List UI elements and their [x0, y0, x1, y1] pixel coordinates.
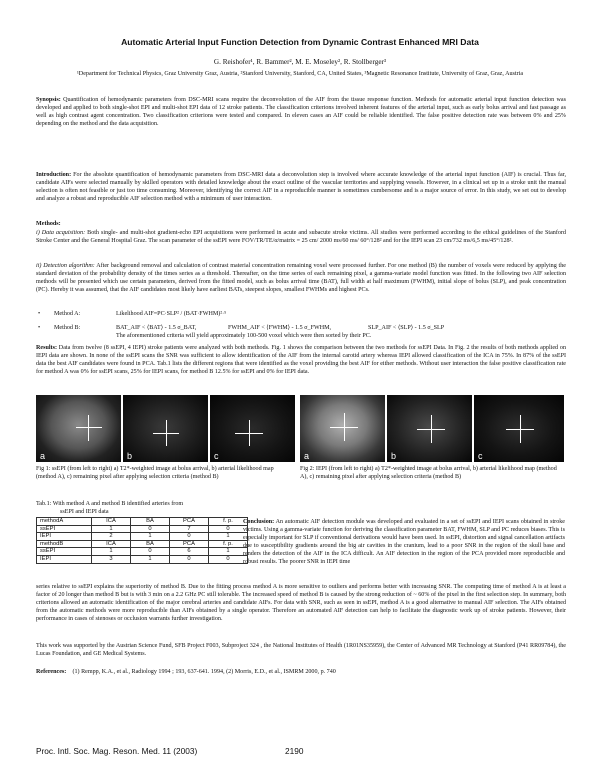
- conclusion-continued: series relative to ssEPI explains the superiority of method B. Due to the fitting process method A is more sensitive to outliers and performs better with increasing SNR. The computing time of method A is at least a factor of 20 longer than method B but is with 3 min on a 2.2 GHz PC still tolerable. The increased speed of method B is caused by the strong reduction of ~ 60% of the pixel in the first selection step. In summary, both criterions allowed an automatic identification of the major cerebral arteries and candidate AIFs. For data with SNR, such as seen in ssEPI, method A is a good alternative to manual AIF selection. The AIFs obtained from the automatic methods were more reproducible than AIFs obtained by a single operator. Therefore an automated AIF detection can help to facilitate the diagnostic work up of stroke patients. However, their performance in cases of stenoses or occlusion warrants further investigation.: [36, 584, 566, 623]
- introduction-paragraph: [36, 171, 566, 203]
- table-cell: 2: [92, 533, 131, 541]
- method-b-note: The aforementioned criteria will yield approximately 100-500 voxel which were then sorted by their PC.: [116, 333, 372, 339]
- results-text: Data from twelve (8 ssEPI, 4 IEPI) stroke patients were analyzed with both methods. Fig. 1 shows the comparison between the two methods for ssEPI Data. In Fig. 2 the results of both methods applied on IEPI data are shown. In none of the ssEPI scans the SNR was sufficient to allow identification of the AIF from the internal carotid artery whereas IEPI allowed classification of the ICA in 75%. In 87% of the ssEPI data the best AIF candidates were found in PCA. Tab.1 lists the different regions that were identified as the voxel providing the best AIF for either methods. Without user interaction the false positive classification rate for method A was 0% for ssEPI scans, 25% for IEPI scans, for method B 12.5% for ssEPI and 0% for IEPI data.: [36, 345, 566, 376]
- table-cell: methodB: [37, 540, 92, 548]
- table-cell: 0: [209, 525, 248, 533]
- table-cell: IEPI: [37, 533, 92, 541]
- table-row: [37, 518, 248, 526]
- table-cell: methodA: [37, 518, 92, 526]
- fig2-tag-c: c: [478, 451, 483, 461]
- table-cell: 0: [131, 548, 170, 556]
- conclusion-paragraph: [243, 518, 565, 567]
- journal-footer: Proc. Intl. Soc. Mag. Reson. Med. 11 (2003): [36, 746, 198, 756]
- table-cell: f. p.: [209, 518, 248, 526]
- table-cell: 0: [131, 525, 170, 533]
- method-b-label: Method B:: [54, 325, 81, 331]
- conclusion-text-side: An automatic AIF detection module was developed and evaluated in a set of ssEPI and IEPI scans obtained in stroke victims. Using a gamma-variate function for deriving the classification parameter BAT, FWHM, SLP and PC reduces biases. This is especially important for SLP if conventional derivations would have been used. In ssEPI, distortion and signal cancellation artifacts due to susceptibility gradients around the big air cavities in the cranium, lead to a poor SNR in the region of the skull base and renders the detection of the AIF in the ICA difficult. An AIF detection in the region of the PCA provided more reproducible and robust results. The poorer SNR in IEPI time: [243, 519, 565, 566]
- table-cell: 1: [131, 533, 170, 541]
- references-label: References:: [36, 669, 67, 675]
- method-a-label: Method A:: [54, 311, 81, 317]
- affiliations: ¹Department for Technical Physics, Graz University Graz, Austria, ²Stanford University, Stanford, CA, United States, ³Magnetic Resonance Institute, University of Graz, Graz, Austria: [76, 71, 524, 77]
- table-row: [37, 555, 248, 563]
- methods-heading: [36, 220, 566, 228]
- table-row: [37, 533, 248, 541]
- method-b-criterion-bat: BAT_AIF < ⟨BAT⟩ - 1.5 σ_BAT,: [116, 325, 197, 331]
- data-acquisition-label: i) Data acquisition:: [36, 230, 86, 236]
- table-cell: 6: [170, 548, 209, 556]
- fig2-image-b: [387, 395, 472, 462]
- synopsis-label: Synopsis:: [36, 97, 61, 103]
- table-cell: 1: [209, 533, 248, 541]
- method-b-bullet: •: [38, 325, 41, 331]
- fig1-image-b: [123, 395, 208, 462]
- table-cell: 0: [170, 533, 209, 541]
- table-cell: 1: [92, 548, 131, 556]
- table-row: [37, 540, 248, 548]
- table-row: [37, 525, 248, 533]
- page-number: 2190: [285, 746, 304, 756]
- table-caption-line1: Tab.1: With method A and method B identified arteries from: [36, 501, 184, 507]
- introduction-label: Introduction:: [36, 172, 72, 178]
- table-cell: ssEPI: [37, 548, 92, 556]
- fig1-a-crosshair-horizontal: [76, 427, 102, 428]
- table-cell: BA: [131, 518, 170, 526]
- fig1-image-a: [36, 395, 121, 462]
- fig1-b-crosshair-vertical: [166, 420, 167, 446]
- introduction-text: For the absolute quantification of hemodynamic parameters from DSC-MRI data a deconvolution step is involved where accurate knowledge of the arterial input function (AIF) is crucial. Thus far, candidate AIFs were selected manually by skilled operators with detailed knowledge about the exact outline of the vascular territories and supplying vessels. However, in a clinical set up in a stroke unit the manual selection is often not feasible or just too time consuming. Moreover, identifying the correct AIF in a reproducible manner is sometimes cumbersome and is a major source of error. In this study, we set out to develop and analyze a robust and reproducible AIF selection method with a minimum of user interaction.: [36, 172, 566, 203]
- table-caption-line2: ssEPI and IEPI data: [60, 509, 109, 515]
- table-cell: ICA: [92, 518, 131, 526]
- table-row: [37, 548, 248, 556]
- method-a-formula: Likelihood AIF=PC·SLP² / (BAT·FWHM)²·⁵: [116, 311, 227, 317]
- synopsis-paragraph: [36, 96, 566, 128]
- author-list: G. Reishofer¹, R. Bammer², M. E. Moseley², R. Stollberger³: [213, 58, 387, 66]
- table-cell: ICA: [92, 540, 131, 548]
- table-cell: PCA: [170, 540, 209, 548]
- table-cell: PCA: [170, 518, 209, 526]
- fig2-caption: Fig 2: IEPI (from left to right) a) T2*-weighted image at bolus arrival, b) arterial likelihood map (method A), c) remaining pixel after applying selection criteria (method B): [300, 466, 557, 481]
- table-cell: BA: [131, 540, 170, 548]
- paper-title: Automatic Arterial Input Function Detection from Dynamic Contrast Enhanced MRI Data: [121, 37, 479, 47]
- detection-algorithm-label: ii) Detection algorithm:: [36, 263, 95, 269]
- detection-algorithm-paragraph: [36, 262, 566, 294]
- table-cell: 0: [209, 555, 248, 563]
- fig2-b-crosshair-vertical: [431, 415, 432, 443]
- table-cell: 0: [170, 555, 209, 563]
- fig1-caption: Fig 1: ssEPI (from left to right) a) T2*-weighted image at bolus arrival, b) arterial likelihood map (method A), c) remaining pixel after applying selection criteria (method B): [36, 466, 274, 481]
- table-cell: 1: [92, 525, 131, 533]
- references-paragraph: [36, 668, 566, 676]
- method-b-criterion-slp: SLP_AIF < ⟨SLP⟩ - 1.5 σ_SLP: [368, 325, 445, 331]
- table-cell: 7: [170, 525, 209, 533]
- table-cell: 3: [92, 555, 131, 563]
- synopsis-text: Quantification of hemodynamic parameters from DSC-MRI scans require the deconvolution of the AIF from the tissue response function. Methods for automatic arterial input function detection was developed and applied to both single-shot EPI and multi-shot EPI data of 12 stroke patients. The classification criterions involved inherent features of the arterial input, such as early bolus arrival and fast passage as well as high contrast agent concentration. Two classification criterions were tested and compared. In eleven cases an AIF could be reliable identified. The false positive detection rate was between 0% and 25% depending on the method and the data acquisition.: [36, 97, 566, 128]
- fig2-image-a: [300, 395, 385, 462]
- methods-label: Methods:: [36, 221, 61, 227]
- fig1-tag-a: a: [40, 451, 46, 461]
- fig2-tag-b: b: [391, 451, 397, 461]
- results-paragraph: [36, 344, 566, 376]
- table-cell: 1: [209, 548, 248, 556]
- fig2-tag-a: a: [304, 451, 310, 461]
- fig1-a-crosshair-vertical: [88, 415, 89, 441]
- fig2-c-crosshair-vertical: [520, 415, 521, 443]
- method-a-bullet: •: [38, 311, 41, 317]
- results-label: Results:: [36, 345, 57, 351]
- fig1-c-crosshair-vertical: [249, 420, 250, 446]
- data-acquisition-text: Both single- and multi-shot gradient-echo EPI acquisitions were performed in acute and subacute stroke victims. All studies were performed according to the ethical guidelines of the Stanford Stroke Center and the General Hospital Graz. The scan parameter of the ssEPI were FOV/TR/TE/α/matrix = 25 cm/ 2000 ms/60 ms/ 60°/128² and for the IEPI scan 23 cm/732 ms/6,5 ms/45°/128².: [36, 230, 566, 245]
- fig2-a-crosshair-vertical: [344, 413, 345, 441]
- table-cell: f. p.: [209, 540, 248, 548]
- acknowledgment-paragraph: This work was supported by the Austrian Science Fund, SFB Project F003, Subproject 324 , the National Institutes of Health (1R01NS35959), the Center of Advanced MR Technology at Stanford (P41 RR09784), the Lucas Foundation, and GE Medical Systems.: [36, 643, 566, 658]
- fig2-image-c: [474, 395, 564, 462]
- table-cell: IEPI: [37, 555, 92, 563]
- method-b-criterion-fwhm: FWHM_AIF < ⟨FWHM⟩ - 1.5 σ_FWHM,: [228, 325, 332, 331]
- detection-algorithm-text: After background removal and calculation of contrast material concentration remaining voxel were processed further. For one method (B) the number of voxels were reduced by applying the standard deviation of the probability density of the times series as a threshold. Thereafter, on the time series of each remaining pixel, a gamma-variate model function was fitted. In the following two AIF selection methods will be presented which use certain parameters, derived from the fitted model, such as bolus arrival time (BAT), full width at half maximum (FWHM), initial slope of bolus (SLP), and peak concentration (PC). Hereby it was assumed, that the AIF candidates most likely have earliest BATs, steepest slopes, smallest FWHMs and highest PCs.: [36, 263, 567, 294]
- conclusion-label: Conclusion:: [243, 519, 275, 525]
- arteries-table: [36, 517, 248, 564]
- fig1-image-c: [210, 395, 295, 462]
- fig1-tag-b: b: [127, 451, 133, 461]
- table-cell: 1: [131, 555, 170, 563]
- references-text: (1) Rempp, K.A., et al., Radiology 1994 ; 193, 637-641. 1994, (2) Morris, E.D., et al., ISMRM 2000, p. 740: [72, 669, 336, 675]
- table-cell: ssEPI: [37, 525, 92, 533]
- data-acquisition-paragraph: [36, 229, 566, 245]
- fig1-tag-c: c: [214, 451, 219, 461]
